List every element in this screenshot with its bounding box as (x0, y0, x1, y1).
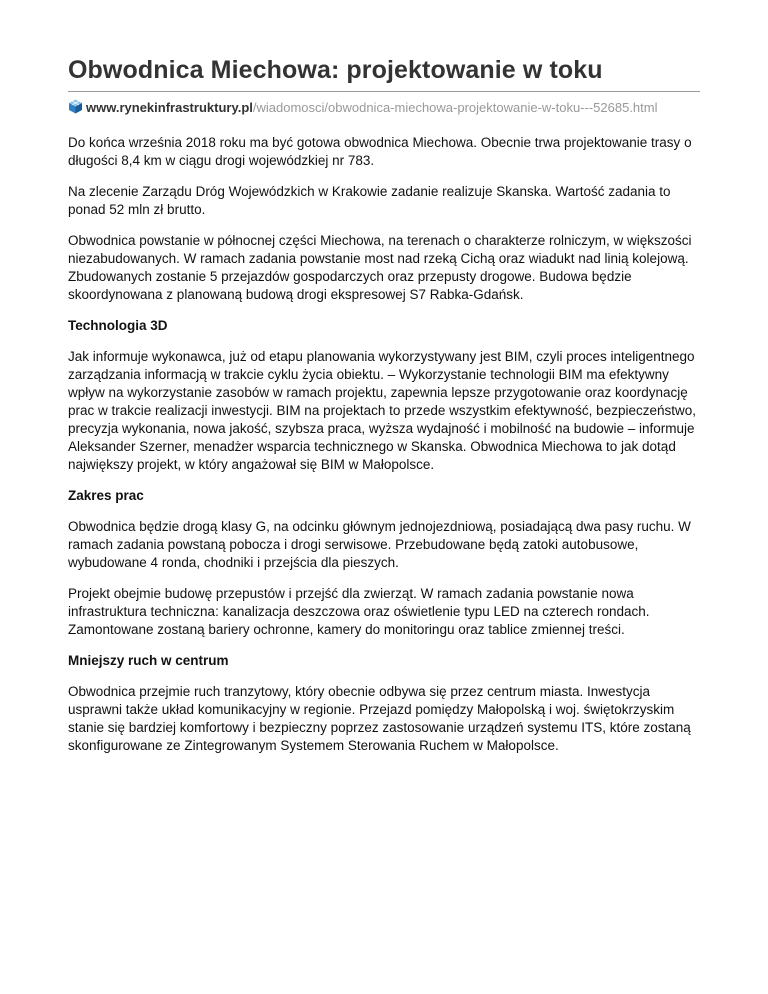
paragraph-infrastructure: Projekt obejmie budowę przepustów i przejść dla zwierząt. W ramach zadania powstanie nowa infrastruktura techniczna: kanalizacja deszczowa oraz oświetlenie typu LED na czterech rondach. Zamontowane zostaną bariery ochronne, kamery do monitoringu oraz tablice zmiennej treści. (68, 586, 650, 637)
article-title: Obwodnica Miechowa: projektowanie w toku (68, 56, 603, 84)
source-path[interactable]: /wiadomosci/obwodnica-miechowa-projektowanie-w-toku---52685.html (252, 100, 658, 115)
article (68, 54, 700, 755)
heading-technology: Technologia 3D (68, 318, 168, 333)
heading-traffic: Mniejszy ruch w centrum (68, 653, 229, 668)
paragraph-bim: Jak informuje wykonawca, już od etapu planowania wykorzystywany jest BIM, czyli proces inteligentnego zarządzania informacją w trakcie cyklu życia obiektu. – Wykorzystanie technologii BIM ma efektywny wpływ na wykorzystanie zasobów w ramach projektu, zapewnia lepsze przygotowanie oraz koordynację prac w trakcie realizacji inwestycji. BIM na projektach to przede wszystkim efektywność, bezpieczeństwo, precyzja wykonania, nowa jakość, szybsza praca, wyższa wydajność i mobilność na budowie – informuje Aleksander Szerner, menadżer wsparcia technicznego w Skanska. Obwodnica Miechowa to jak dotąd największy projekt, w który angażował się BIM w Małopolsce. (68, 349, 696, 472)
cube-logo-icon (68, 99, 83, 114)
paragraph-transit: Obwodnica przejmie ruch tranzytowy, który obecnie odbywa się przez centrum miasta. Inwestycja usprawni także układ komunikacyjny w regionie. Przejazd pomiędzy Małopolską i woj. świętokrzyskim stanie się bardziej komfortowy i bezpieczny poprzez zastosowanie urządzeń systemu ITS, które zostaną skonfigurowane ze Zintegrowanym Systemem Sterowania Ruchem w Małopolsce. (68, 684, 691, 753)
title-divider (68, 91, 700, 92)
paragraph-road-class: Obwodnica będzie drogą klasy G, na odcinku głównym jednojezdniową, posiadającą dwa pasy ruchu. W ramach zadania powstaną pobocza i drogi serwisowe. Przebudowane będą zatoki autobusowe, wybudowane 4 ronda, chodniki i przejścia dla pieszych. (68, 519, 691, 570)
heading-scope: Zakres prac (68, 488, 144, 503)
paragraph-contract: Na zlecenie Zarządu Dróg Wojewódzkich w Krakowie zadanie realizuje Skanska. Wartość zadania to ponad 52 mln zł brutto. (68, 184, 671, 217)
paragraph-intro: Do końca września 2018 roku ma być gotowa obwodnica Miechowa. Obecnie trwa projektowanie trasy o długości 8,4 km w ciągu drogi wojewódzkiej nr 783. (68, 135, 692, 168)
source-domain[interactable]: www.rynekinfrastruktury.pl (86, 100, 253, 115)
source-link[interactable] (68, 99, 700, 115)
paragraph-location: Obwodnica powstanie w północnej części Miechowa, na terenach o charakterze rolniczym, w większości niezabudowanych. W ramach zadania powstanie most nad rzeką Cichą oraz wiadukt nad linią kolejową. Zbudowanych zostanie 5 przejazdów gospodarczych oraz przepusty drogowe. Budowa będzie skoordynowana z planowaną budową drogi ekspresowej S7 Rabka-Gdańsk. (68, 233, 692, 302)
